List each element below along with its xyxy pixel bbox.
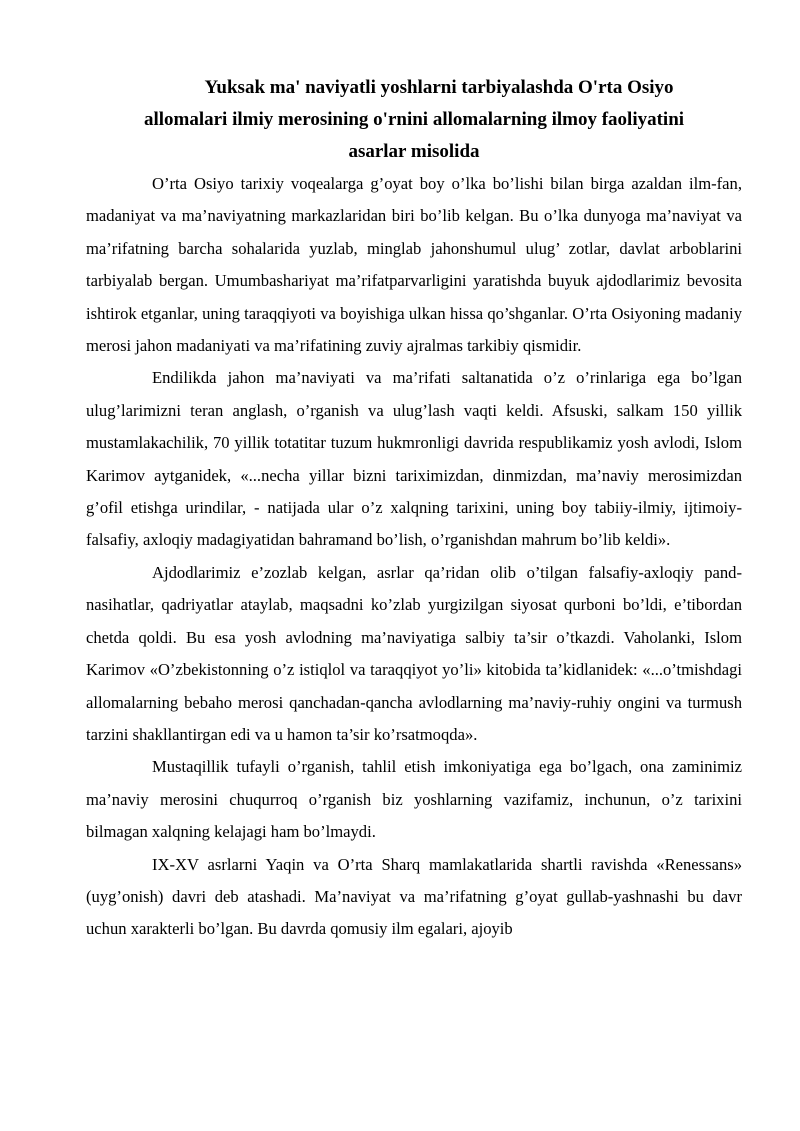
document-title	[86, 72, 742, 168]
paragraph-4: Mustaqillik tufayli o’rganish, tahlil etish imkoniyatiga ega bo’lgach, ona zaminimiz ma’naviy merosini chuqurroq o’rganish biz yoshlarning vazifamiz, inchunun, o’z tarixini bilmagan xalqning kelajagi ham bo’lmaydi.	[86, 757, 742, 842]
title-line-2: allomalari ilmiy merosining o'rnini allomalarning ilmoy faoliyatini	[143, 109, 685, 130]
title-line-3: asarlar misolida	[348, 141, 480, 162]
paragraph-2: Endilikda jahon ma’naviyati va ma’rifati saltanatida o’z o’rinlariga ega bo’lgan ulug’larimizni teran anglash, o’rganish va ulug’lash vaqti keldi. Afsuski, salkam 150 yillik mustamlakachilik, 70 yillik totatitar tuzum hukmronligi davrida respublikamiz yosh avlodi, Islom Karimov aytganidek, «...necha yillar bizni tariximizdan, dinmizdan, ma’naviy merosimizdan g’ofil etishga urindilar, - natijada ular o’z xalqning tarixini, uning boy tabiiy-ilmiy, ijtimoiy-falsafiy, axloqiy madagiyatidan bahramand bo’lish, o’rganishdan mahrum bo’lib keldi».	[86, 368, 742, 550]
paragraph-3: Ajdodlarimiz e’zozlab kelgan, asrlar qa’ridan olib o’tilgan falsafiy-axloqiy pand-nasihatlar, qadriyatlar ataylab, maqsadni ko’zlab yurgizilgan siyosat qurboni bo’ldi, e’tibordan chetda qoldi. Bu esa yosh avlodning ma’naviyatiga salbiy ta’sir o’tkazdi. Vaholanki, Islom Karimov «O’zbekistonning o’z istiqlol va taraqqiyot yo’li» kitobida ta’kidlanidek: «...o’tmishdagi allomalarning bebaho merosi qanchadan-qancha avlodlarning ma’naviy-ruhiy ongini va turmush tarzini shakllantirgan edi va u hamon ta’sir ko’rsatmoqda».	[86, 562, 742, 744]
title-line-1: Yuksak ma' naviyatli yoshlarni tarbiyalashda O'rta Osiyo	[204, 77, 674, 98]
paragraph-1: O’rta Osiyo tarixiy voqealarga g’oyat boy o’lka bo’lishi bilan birga azaldan ilm-fan, madaniyat va ma’naviyatning markazlaridan biri bo’lib kelgan. Bu o’lka dunyoga ma’naviyat va ma’rifatning barcha sohalarida yuzlab, minglab jahonshumul ulug’ zotlar, davlat arboblarini tarbiyalab bergan. Umumbashariyat ma’rifatparvarligini yaratishda buyuk ajdodlarimiz bevosita ishtirok etganlar, uning taraqqiyoti va boyishiga ulkan hissa qo’shganlar. O’rta Osiyoning madaniy merosi jahon madaniyati va ma’rifatining zuviy ajralmas tarkibiy qismidir.	[86, 174, 742, 356]
paragraph-5: IX-XV asrlarni Yaqin va O’rta Sharq mamlakatlarida shartli ravishda «Renessans» (uyg’onish) davri deb atashadi. Ma’naviyat va ma’rifatning g’oyat gullab-yashnashi bu davr uchun xarakterli bo’lgan. Bu davrda qomusiy ilm egalari, ajoyib	[86, 854, 742, 939]
document-content	[86, 72, 742, 946]
